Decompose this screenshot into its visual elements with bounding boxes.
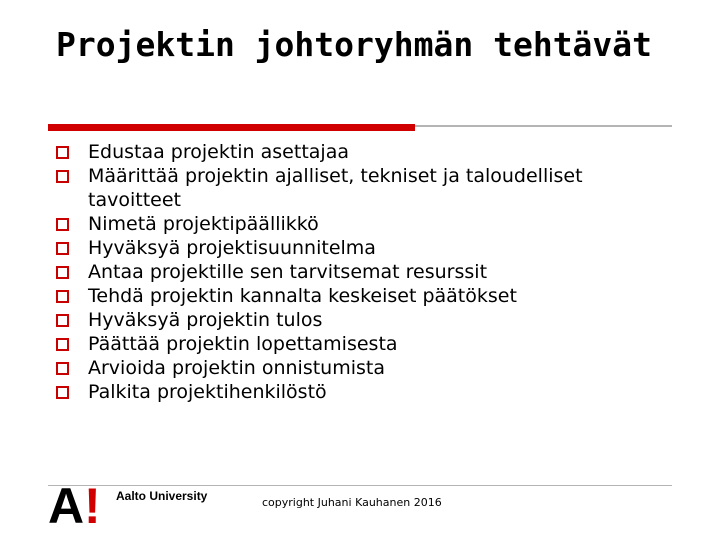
bullet-item [56, 284, 676, 308]
square-bullet-icon [56, 338, 69, 351]
square-bullet-icon [56, 218, 69, 231]
bullet-text: Antaa projektille sen tarvitsemat resurssit [88, 261, 488, 283]
bullet-item [56, 332, 676, 356]
square-bullet-icon [56, 242, 69, 255]
aalto-logo [48, 478, 108, 534]
square-bullet-icon [56, 170, 69, 183]
bullet-text: Edustaa projektin asettajaa [88, 141, 349, 163]
square-bullet-icon [56, 386, 69, 399]
square-bullet-icon [56, 290, 69, 303]
bullet-text: Päättää projektin lopettamisesta [88, 333, 398, 355]
bullet-text: Hyväksyä projektin tulos [88, 309, 323, 331]
square-bullet-icon [56, 362, 69, 375]
title-underline-gray [415, 125, 672, 127]
square-bullet-icon [56, 314, 69, 327]
bullet-text: Palkita projektihenkilöstö [88, 381, 327, 403]
bullet-item [56, 164, 676, 212]
square-bullet-icon [56, 146, 69, 159]
bullet-text: Hyväksyä projektisuunnitelma [88, 237, 376, 259]
bullet-item [56, 140, 676, 164]
bullet-item [56, 236, 676, 260]
bullet-item [56, 308, 676, 332]
logo-exclamation-icon: ! [84, 478, 101, 534]
university-name: Aalto University [116, 489, 208, 503]
bullet-text: Määrittää projektin ajalliset, tekniset ja taloudelliset tavoitteet [88, 165, 583, 211]
bullet-item [56, 212, 676, 236]
footer-divider [48, 485, 672, 486]
bullet-item [56, 356, 676, 380]
copyright-text: copyright Juhani Kauhanen 2016 [262, 496, 442, 509]
bullet-item [56, 260, 676, 284]
title-underline-red [48, 124, 415, 131]
bullet-text: Arvioida projektin onnistumista [88, 357, 385, 379]
bullet-list [56, 140, 676, 404]
bullet-item [56, 380, 676, 404]
logo-letter: A [48, 478, 85, 534]
bullet-text: Tehdä projektin kannalta keskeiset päätökset [88, 285, 517, 307]
bullet-text: Nimetä projektipäällikkö [88, 213, 319, 235]
square-bullet-icon [56, 266, 69, 279]
slide-title: Projektin johtoryhmän tehtävät [56, 25, 653, 64]
